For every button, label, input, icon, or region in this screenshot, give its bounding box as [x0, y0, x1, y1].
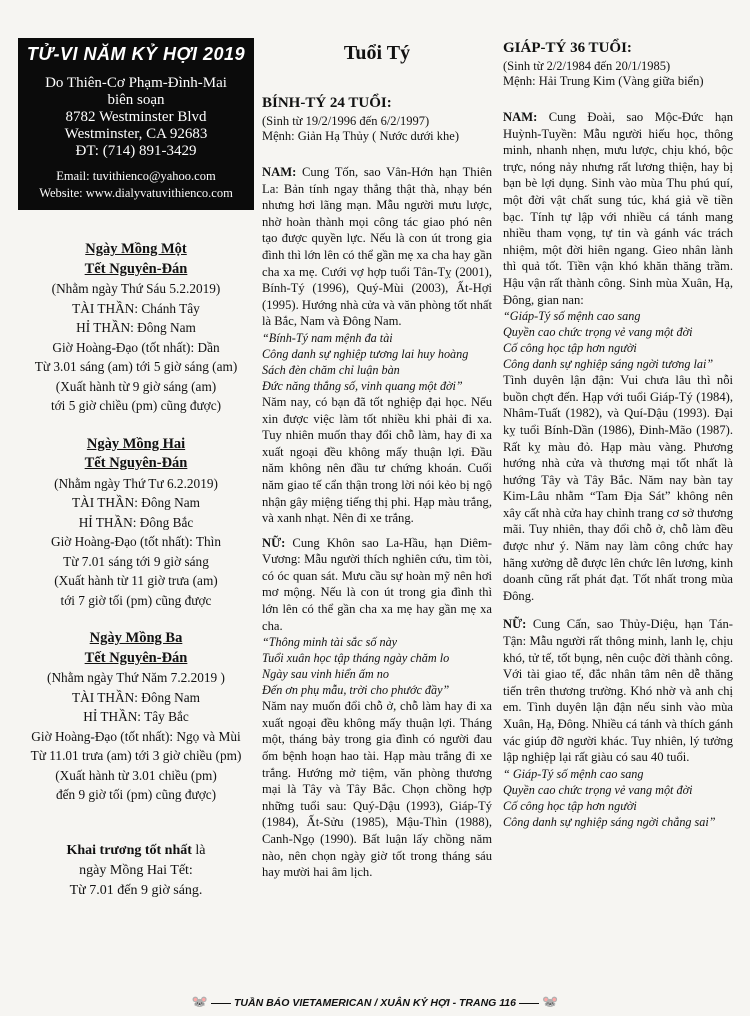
day-line: Giờ Hoàng-Đạo (tốt nhất): Ngọ và Mùi	[31, 728, 241, 744]
poem-line: Cố công học tập hơn người	[503, 798, 637, 813]
page-title: Tuổi Tý	[343, 42, 411, 64]
left-column	[18, 0, 254, 901]
poem-line: Sách đèn chăm chỉ luận bàn	[262, 362, 400, 377]
male-description: Cung Tốn, sao Vân-Hớn hạn Thiên La: Bản tính ngay thẳng thật thà, nhạy bén nhưng hơi lãng mạn. Mẫu người mưu lược, nhờ hoàn thành mọi công tác giao phó nên tạo được quyền lực. Nếu là con út trong gia đình thì lớn lên có thể gần mẹ xa cha hay gần cha xa mẹ. Cưới vợ hợp tuổi Tân-Tỵ (2001), Bính-Tý (1996), Quý-Mùi (2003), Ất-Hợi (1995). Hướng nhà cửa và văn phòng tốt nhất là Bắc, Nam và Đông Nam.	[262, 165, 492, 329]
binh-ty-male-year-text: Năm nay, có bạn đã tốt nghiệp đại học. Nếu xin được việc làm tốt nhiều khi phải đi xa. Tuy nhiên muốn thay đổi chỗ làm, hay đi xa xuất ngoại đều không mấy thuận lợi. Đầu năm không nên đầu tư chứng khoán. Cuối năm giao tế cẩn thận trong lời nói kẻo bị ngộ nhận gây miệng tiếng thị phi. Hạp màu trắng, và xanh nhạt. Nên đi xe trắng.	[262, 394, 492, 526]
binh-ty-title: BÍNH-TÝ 24 TUỔI:	[262, 95, 392, 111]
male-description: Cung Đoài, sao Mộc-Đức hạn Huỳnh-Tuyền: Mẫu người hiếu học, thông minh, nhanh nhẹn, mưu lược, chịu khó, bộc trực, nóng nảy nhưng rất lương thiện, hay bị bạn bè lợi dụng. Sinh vào mùa Thu phú quí, một đời vật chất sung túc, khá giả về tiền bạc. Tính tự lập với nhiều cá tánh mang nhiều tham vọng, tự tin và gánh vác trách nhiệm, một đời hiên ngang. Gieo nhân lành thì quả tốt. Tiền vận khó khăn thăng trầm. Hậu vận rất thành công. Sinh mùa Xuân, Hạ, Đông, gian nan:	[503, 110, 733, 307]
mouse-icon: 🐭	[542, 994, 559, 1009]
opening-day: ngày Mồng Hai Tết:	[79, 862, 193, 878]
author-role: biên soạn	[107, 92, 165, 108]
poem-line: “Giáp-Tý số mệnh cao sang	[503, 309, 641, 324]
male-label: NAM:	[503, 110, 538, 124]
giap-ty-male-poem	[503, 308, 733, 372]
footer-rule	[211, 1003, 231, 1004]
day-line: (Xuất hành từ 11 giờ trưa (am)	[54, 573, 218, 588]
day-subtitle: Tết Nguyên-Đán	[84, 260, 188, 277]
day-subtitle: Tết Nguyên-Đán	[84, 649, 188, 666]
female-label: NỮ:	[262, 535, 286, 550]
binh-ty-female-poem	[262, 634, 492, 698]
day-line: tới 7 giờ tối (pm) cũng được	[60, 592, 212, 608]
author-name: Do Thiên-Cơ Phạm-Đình-Mai	[45, 75, 227, 91]
right-column	[503, 0, 733, 830]
mouse-icon: 🐭	[191, 994, 208, 1009]
day-line: HỈ THẦN: Đông Nam	[76, 320, 196, 335]
poem-line: Quyền cao chức trọng vẻ vang một đời	[503, 325, 693, 340]
day-line: (Xuất hành từ 3.01 chiều (pm)	[55, 767, 217, 783]
giap-ty-male-year-text: Tình duyên lận đận: Vui chưa lâu thì nỗi buồn chợt đến. Hạp với tuổi Giáp-Tý (1984), Nhâm-Tuất (1982), và Quí-Dậu (1993). Đại kỵ tuổi Bính-Dần (1986), Đinh-Mão (1987). Rất kỵ màu đỏ. Hạp màu vàng. Phương hướng nhà cửa và thương mại tốt nhất là hướng Tây và Tây Bắc. Năm nay bàn tay Kim-Lâu nhằm “Tam Địa Sát” không nên xây cất nhà cửa hay chỉnh trang cơ sở thương mãi. Tuy nhiên, thay đổi chỗ ở, chỗ làm đều được như ý. Năm nay làm công chức hay hãng xưởng dễ được lên chức lên lương, kinh doanh cũng rất phát đạt. Tốt nhất trong mùa Đông.	[503, 373, 733, 603]
address-street: 8782 Westminster Blvd	[65, 109, 207, 125]
giap-ty-female-poem	[503, 766, 733, 830]
binh-ty-female-year-text: Năm nay muốn đổi chỗ ở, chỗ làm hay đi xa xuất ngoại đều không mấy thuận lợi. Tháng một, tháng bảy trong gia đình có người đau ốm bệnh hoạn hao tài. Hạp màu trắng đi xe trắng. Hướng mở tiệm, văn phòng thương mại là Tây và Tây Bắc. Chọn chồng hợp những tuổi sau: Quý-Dậu (1993), Giáp-Tý (1984), Ất-Sửu (1985), Mậu-Thìn (1988), Canh-Ngọ (1990). Bất luận lấy chồng năm nào, nên chọn ngày giờ tốt trong tháng sáu hay mười hai âm lịch.	[262, 699, 492, 880]
day-line: Giờ Hoàng-Đạo (tốt nhất): Dần	[52, 339, 220, 355]
day-title: Ngày Mồng Hai	[86, 435, 186, 452]
day-line: HỈ THẦN: Tây Bắc	[83, 709, 189, 724]
author-header-box	[18, 38, 254, 210]
footer-rule	[519, 1003, 539, 1004]
day-line: TÀI THẦN: Đông Nam	[72, 689, 200, 705]
day-two-block	[18, 435, 254, 611]
day-line: (Xuất hành từ 9 giờ sáng (am)	[55, 378, 217, 394]
binh-ty-male-poem	[262, 330, 492, 394]
opening-time: Từ 7.01 đến 9 giờ sáng.	[69, 882, 203, 898]
giap-ty-title: GIÁP-TÝ 36 TUỔI:	[503, 40, 632, 56]
female-description: Cung Khôn sao La-Hầu, hạn Diêm-Vương: Mẫu người thích nghiên cứu, tìm tòi, có óc quan sát. Mưu cầu sự hoàn mỹ nên hơi mơ mộng. Nếu là con út trong gia đình thì lớn lên có thể gần cha xa mẹ hay gần mẹ xa cha.	[262, 535, 492, 633]
day-line: (Nhằm ngày Thứ Năm 7.2.2019 )	[47, 670, 225, 685]
day-one-block	[18, 240, 254, 416]
day-line: TÀI THẦN: Đông Nam	[72, 495, 200, 510]
poem-line: Công danh sự nghiệp sáng ngời tương lai”	[503, 357, 714, 372]
poem-line: “Thông minh tài sắc số này	[262, 635, 398, 650]
day-line: Từ 3.01 sáng (am) tới 5 giờ sáng (am)	[34, 359, 238, 374]
binh-ty-menh: Mệnh: Giản Hạ Thủy ( Nước dưới khe)	[262, 129, 459, 143]
phone-number: ĐT: (714) 891-3429	[75, 143, 197, 159]
opening-label-rest: là	[191, 842, 206, 858]
binh-ty-female-text	[262, 535, 492, 635]
day-subtitle: Tết Nguyên-Đán	[84, 455, 188, 471]
day-line: (Nhằm ngày Thứ Tư 6.2.2019)	[54, 475, 218, 491]
giap-ty-male-text	[503, 109, 733, 308]
day-line: Từ 7.01 sáng tới 9 giờ sáng	[63, 553, 209, 569]
day-three-block	[18, 629, 254, 805]
footer-text: TUẦN BÁO VIETAMERICAN / XUÂN KỶ HỢI - TRANG 116	[233, 997, 516, 1009]
poem-line: “ Giáp-Tý số mệnh cao sang	[503, 766, 644, 781]
day-title: Ngày Mồng Ba	[89, 630, 183, 646]
poem-line: Đức năng thắng số, vinh quang một đời”	[262, 378, 463, 393]
giap-ty-female-text	[503, 616, 733, 765]
poem-line: Tuổi xuân học tập tháng ngày chăm lo	[262, 651, 450, 666]
poem-line: Công danh sự nghiệp sáng ngời chẳng sai”	[503, 814, 716, 829]
day-line: TÀI THẦN: Chánh Tây	[72, 300, 200, 316]
day-line: HỈ THẦN: Đông Bắc	[78, 514, 194, 530]
address-city: Westminster, CA 92683	[64, 126, 208, 142]
day-line: Từ 11.01 trưa (am) tới 3 giờ chiều (pm)	[30, 748, 242, 763]
poem-line: Ngày sau vinh hiển ấm no	[262, 667, 389, 682]
day-line: Giờ Hoàng-Đạo (tốt nhất): Thìn	[50, 534, 221, 549]
page-footer	[0, 994, 750, 1010]
female-label: NỮ:	[503, 617, 527, 632]
poem-line: Cố công học tập hơn người	[503, 341, 637, 356]
female-description: Cung Cấn, sao Thủy-Diệu, hạn Tán-Tận: Mẫu người rất thông minh, lanh lẹ, chịu khó, tử tế, tốt bụng, nên cuộc đời thành công. Với tài giao tế, đắc nhân tâm nên dễ thăng tiến trên thương trường. Khó nhờ và anh chị em. Tình duyên lận đận nếu sinh vào mùa Xuân, Hạ, Đông. Nhiều cá tánh và thích gánh vác giúp đỡ người khác. Tuy nhiên, lý tưởng lập nghiệp lại rất giàu có sau 40 tuổi.	[503, 617, 733, 765]
day-line: tới 5 giờ chiều (pm) cũng được)	[50, 398, 222, 413]
giap-ty-menh: Mệnh: Hải Trung Kim (Vàng giữa biển)	[503, 74, 704, 88]
binh-ty-male-text	[262, 164, 492, 330]
binh-ty-born: (Sinh từ 19/2/1996 đến 6/2/1997)	[262, 114, 430, 128]
opening-label: Khai trương tốt nhất	[66, 842, 192, 858]
day-line: (Nhằm ngày Thứ Sáu 5.2.2019)	[51, 281, 221, 296]
day-title: Ngày Mồng Một	[85, 241, 187, 257]
website-address: Website: www.dialyvatuvithienco.com	[39, 186, 233, 200]
header-title: TỬ-VI NĂM KỶ HỢI 2019	[26, 44, 246, 64]
middle-column	[262, 0, 492, 881]
male-label: NAM:	[262, 165, 297, 179]
day-line: đến 9 giờ tối (pm) cũng được)	[55, 787, 217, 802]
poem-line: “Bính-Tý nam mệnh đa tài	[262, 330, 393, 345]
poem-line: Quyền cao chức trọng vẻ vang một đời	[503, 782, 693, 797]
giap-ty-born: (Sinh từ 2/2/1984 đến 20/1/1985)	[503, 59, 671, 73]
email-address: Email: tuvithienco@yahoo.com	[56, 169, 216, 183]
poem-line: Công danh sự nghiệp tương lai huy hoàng	[262, 346, 469, 361]
poem-line: Đến ơn phụ mẫu, trời cho phước đầy”	[262, 683, 450, 698]
best-opening-block	[18, 841, 254, 901]
